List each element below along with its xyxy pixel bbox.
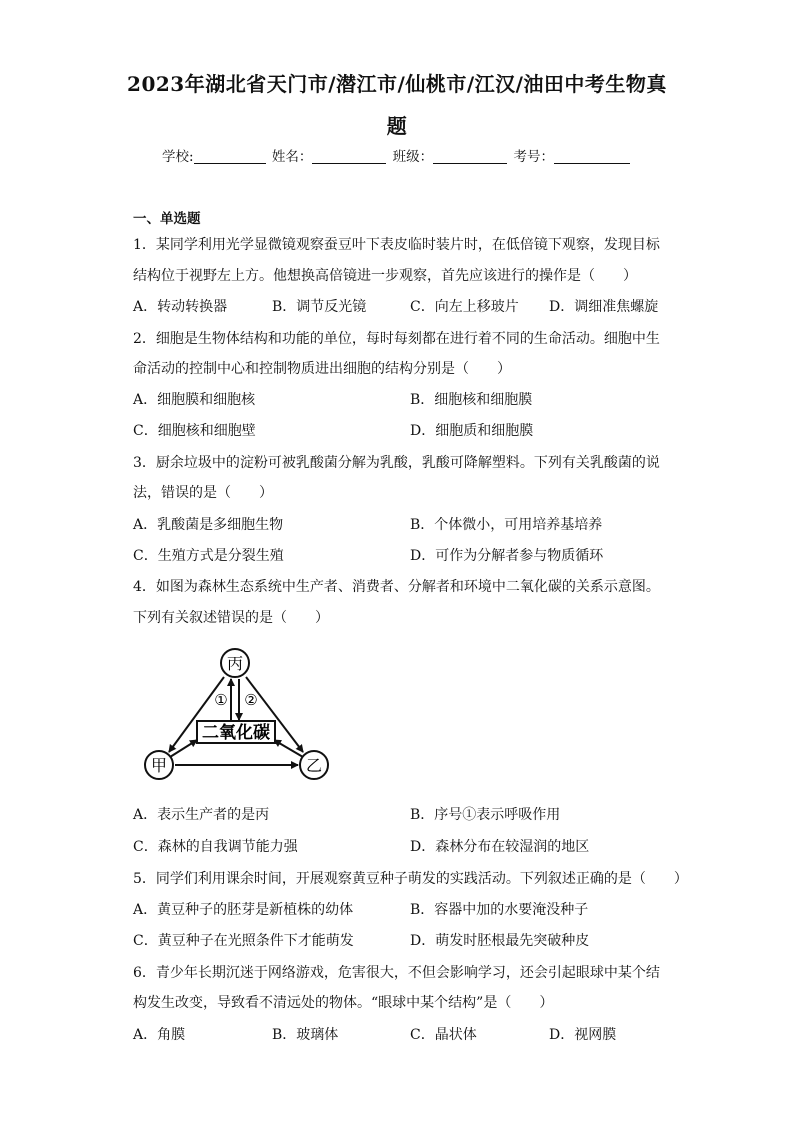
arrow-jia-to-co2 [170, 740, 197, 757]
q3-text-line1: 3．厨余垃圾中的淀粉可被乳酸菌分解为乳酸，乳酸可降解塑料。下列有关乳酸菌的说 [133, 455, 660, 471]
label-2: ② [244, 691, 258, 709]
q2-option-b: B．细胞核和细胞膜 [410, 392, 533, 408]
q3-option-b: B．个体微小，可用培养基培养 [410, 517, 603, 533]
node-bing-label: 丙 [226, 654, 244, 673]
school-blank [194, 149, 266, 164]
q4-option-a: A．表示生产者的是丙 [133, 807, 270, 823]
name-label: 姓名： [271, 149, 313, 165]
school-label: 学校: [162, 149, 194, 165]
label-1: ① [214, 691, 228, 709]
student-info-row [0, 145, 794, 165]
q3-option-d: D．可作为分解者参与物质循环 [410, 548, 604, 564]
carbon-cycle-diagram [140, 644, 350, 786]
exam-title-line1: 2023年湖北省天门市/潜江市/仙桃市/江汉/油田中考生物真 [127, 72, 667, 96]
node-co2-label: 二氧化碳 [202, 723, 270, 743]
q1-text-line2: 结构位于视野左上方。他想换高倍镜进一步观察，首先应该进行的操作是（ ） [133, 268, 637, 284]
class-label: 班级： [392, 149, 434, 165]
q1-text-line1: 1．某同学利用光学显微镜观察蚕豆叶下表皮临时装片时，在低倍镜下观察，发现目标 [133, 237, 660, 253]
q6-text-line2: 构发生改变，导致看不清远处的物体。“眼球中某个结构”是（ ） [133, 995, 554, 1011]
q6-option-c: C．晶状体 [410, 1027, 477, 1043]
q2-option-a: A．细胞膜和细胞核 [133, 392, 256, 408]
node-jia-label: 甲 [150, 756, 168, 775]
q4-text-line2: 下列有关叙述错误的是（ ） [133, 610, 329, 626]
exam-title-line2: 题 [386, 114, 408, 138]
q3-option-c: C．生殖方式是分裂生殖 [133, 548, 284, 564]
section-heading: 一、单选题 [133, 211, 201, 227]
q5-option-a: A．黄豆种子的胚芽是新植株的幼体 [133, 902, 354, 918]
q1-option-d: D．调细准焦螺旋 [549, 299, 659, 315]
node-yi-label: 乙 [305, 756, 323, 775]
name-blank [312, 149, 386, 164]
q2-text-line2: 命活动的控制中心和控制物质进出细胞的结构分别是（ ） [133, 361, 511, 377]
q4-option-c: C．森林的自我调节能力强 [133, 839, 298, 855]
q4-option-b: B．序号①表示呼吸作用 [410, 807, 561, 823]
q5-option-d: D．萌发时胚根最先突破种皮 [410, 933, 590, 949]
class-blank [433, 149, 507, 164]
q2-option-d: D．细胞质和细胞膜 [410, 423, 534, 439]
q6-option-d: D．视网膜 [549, 1027, 617, 1043]
q2-option-c: C．细胞核和细胞壁 [133, 423, 256, 439]
q1-option-c: C．向左上移玻片 [410, 299, 519, 315]
q4-option-d: D．森林分布在较湿润的地区 [410, 839, 590, 855]
q6-option-a: A．角膜 [133, 1027, 186, 1043]
number-blank [554, 149, 630, 164]
q5-option-c: C．黄豆种子在光照条件下才能萌发 [133, 933, 354, 949]
q5-text-line1: 5．同学们利用课余时间，开展观察黄豆种子萌发的实践活动。下列叙述正确的是（ ） [133, 871, 688, 887]
q6-option-b: B．玻璃体 [272, 1027, 339, 1043]
arrow-yi-to-co2 [274, 740, 303, 757]
q3-text-line2: 法，错误的是（ ） [133, 485, 273, 501]
q1-option-a: A．转动转换器 [133, 299, 228, 315]
q5-option-b: B．容器中加的水要淹没种子 [410, 902, 589, 918]
number-label: 考号： [513, 149, 554, 165]
q3-option-a: A．乳酸菌是多细胞生物 [133, 517, 284, 533]
q2-text-line1: 2．细胞是生物体结构和功能的单位，每时每刻都在进行着不同的生命活动。细胞中生 [133, 331, 660, 347]
q1-option-b: B．调节反光镜 [272, 299, 367, 315]
q4-text-line1: 4．如图为森林生态系统中生产者、消费者、分解者和环境中二氧化碳的关系示意图。 [133, 579, 660, 595]
q6-text-line1: 6．青少年长期沉迷于网络游戏，危害很大，不但会影响学习，还会引起眼球中某个结 [133, 965, 660, 981]
